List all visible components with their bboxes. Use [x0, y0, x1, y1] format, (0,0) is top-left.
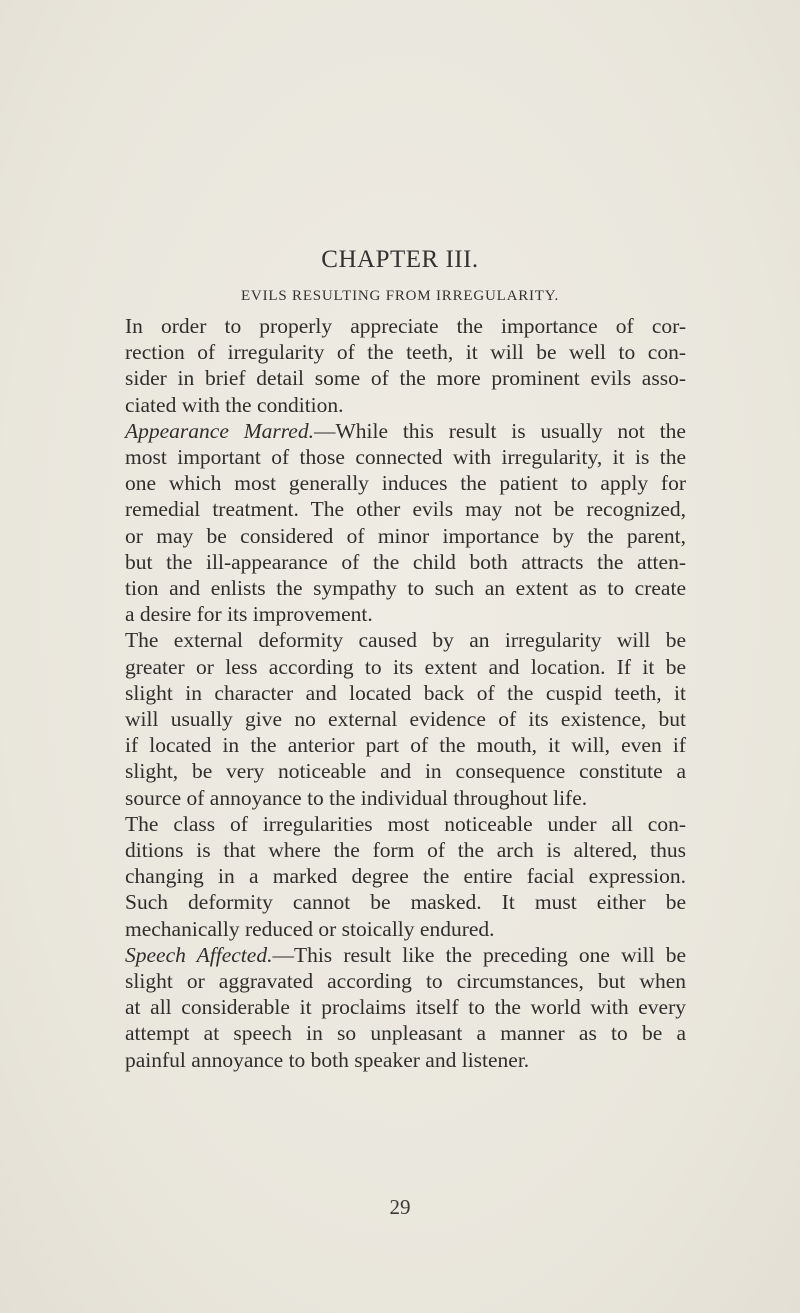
text-line — [125, 418, 686, 444]
text-line: at all considerable it proclaims itself to the world with every — [125, 995, 686, 1020]
text-line: painful annoyance to both speaker and listener. — [125, 1047, 530, 1072]
paragraph-intro — [125, 313, 686, 418]
text-line: The class of irregularities most noticeable under all con- — [125, 811, 686, 836]
paragraph-external-deformity — [125, 627, 686, 810]
text-line: In order to properly appreciate the importance of cor- — [125, 314, 686, 338]
text-line — [125, 942, 686, 968]
text-line: if located in the anterior part of the mouth, it will, even if — [125, 733, 686, 758]
section-heading-speech-affected: Speech Affected. — [125, 942, 273, 967]
text-fragment: —While this result is usually not the — [313, 418, 686, 443]
text-line: ditions is that where the form of the arch is altered, thus — [125, 838, 686, 863]
text-line: a desire for its improvement. — [125, 602, 373, 627]
text-line: remedial treatment. The other evils may not be recognized, — [125, 497, 686, 522]
text-line: or may be considered of minor importance by the parent, — [125, 523, 686, 548]
section-heading-appearance-marred: Appearance Marred. — [125, 418, 314, 443]
text-line: but the ill-appearance of the child both attracts the atten- — [125, 549, 686, 574]
text-line: sider in brief detail some of the more prominent evils asso- — [125, 366, 686, 391]
text-line: slight, be very noticeable and in consequence constitute a — [125, 759, 686, 784]
text-line: The external deformity caused by an irregularity will be — [125, 628, 686, 653]
text-line: ciated with the condition. — [125, 392, 344, 417]
text-line: changing in a marked degree the entire facial expression. — [125, 864, 686, 889]
text-line: slight or aggravated according to circumstances, but when — [125, 969, 686, 994]
text-line: rection of irregularity of the teeth, it will be well to con- — [125, 340, 686, 365]
text-line: most important of those connected with irregularity, it is the — [125, 445, 686, 470]
paragraph-arch-altered — [125, 811, 686, 942]
text-line: mechanically reduced or stoically endured. — [125, 916, 495, 941]
text-line: slight in character and located back of the cuspid teeth, it — [125, 680, 686, 705]
text-line: one which most generally induces the patient to apply for — [125, 471, 686, 496]
text-line: tion and enlists the sympathy to such an extent as to create — [125, 576, 686, 601]
paragraph-speech-affected — [125, 942, 686, 1073]
text-line: greater or less according to its extent and location. If it be — [125, 654, 686, 679]
chapter-title: CHAPTER III. — [321, 246, 479, 273]
page-number: 29 — [389, 1195, 411, 1219]
text-fragment: —This result like the preceding one will be — [272, 942, 687, 967]
chapter-body — [125, 313, 686, 1073]
text-line: will usually give no external evidence of its existence, but — [125, 707, 686, 732]
text-line: source of annoyance to the individual throughout life. — [125, 785, 588, 810]
text-line: attempt at speech in so unpleasant a manner as to be a — [125, 1021, 686, 1046]
chapter-subtitle: EVILS RESULTING FROM IRREGULARITY. — [240, 288, 560, 304]
text-line: Such deformity cannot be masked. It must either be — [125, 890, 686, 915]
paragraph-appearance-marred — [125, 418, 686, 628]
